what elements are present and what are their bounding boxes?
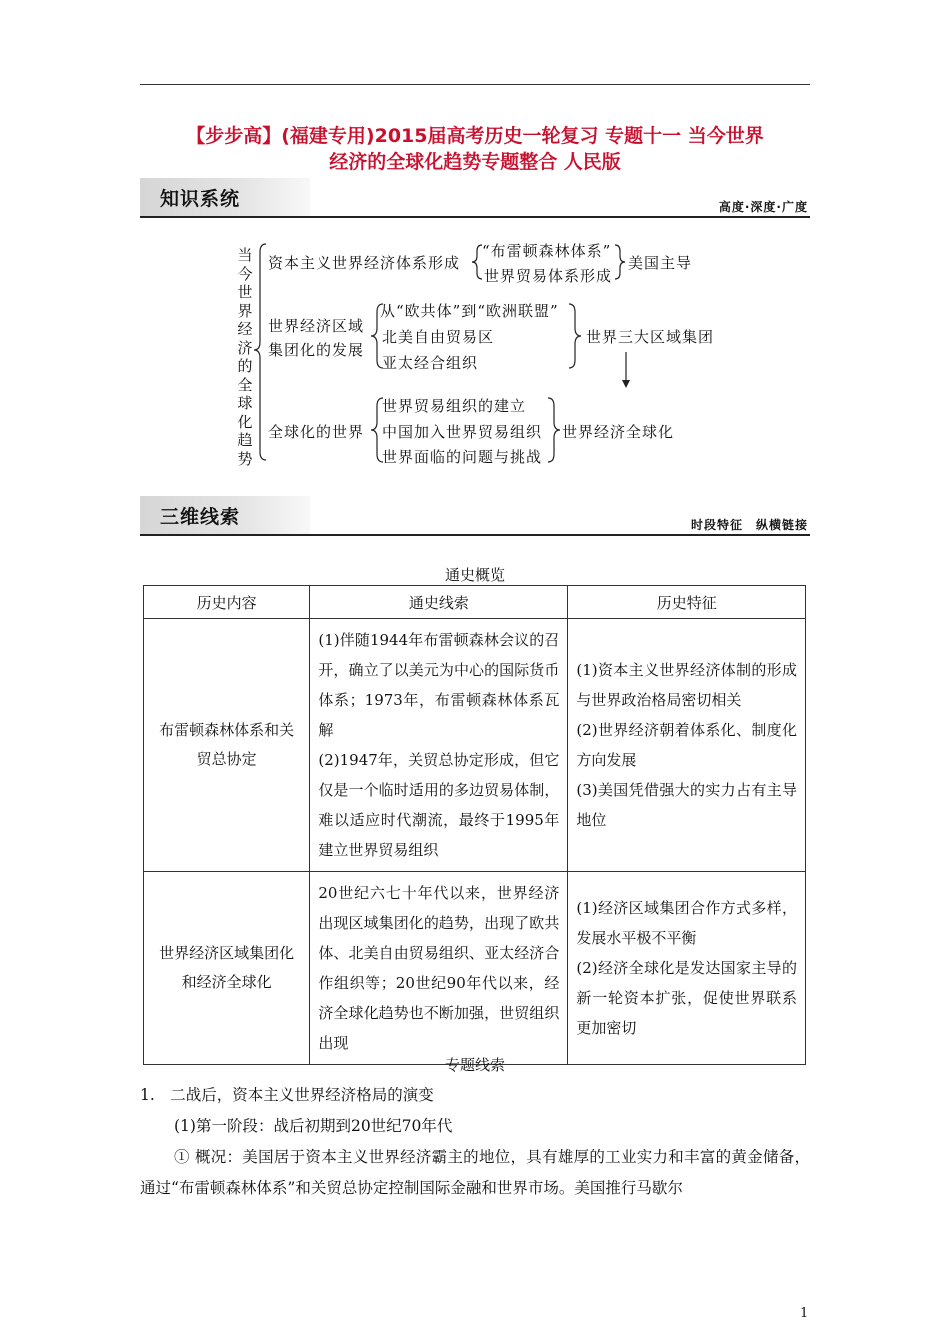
thread-caption: 专题线索 [444, 1056, 505, 1074]
root-brace [254, 244, 266, 460]
branch3-item: 中国加入世界贸易组织 [382, 423, 543, 441]
branch2-name-line1: 世界经济区域 [268, 317, 365, 335]
document-title [140, 123, 810, 175]
cell-feature: (1)经济区域集团合作方式多样，发展水平极不平衡 (2)经济全球化是发达国家主导的新一轮资本扩张，促使世界联系更加密切 [568, 872, 806, 1065]
knowledge-diagram [230, 238, 730, 468]
diagram-root: 当今世界经济的全球化趋势 [237, 246, 253, 468]
column-header: 历史特征 [568, 586, 806, 619]
section-label: 知识系统 [160, 188, 241, 210]
b1-brace-right [615, 245, 625, 279]
branch2-item: 亚太经合组织 [382, 354, 479, 372]
table-row [144, 872, 806, 1065]
column-header: 历史内容 [144, 586, 310, 619]
section-tab [140, 496, 310, 534]
branch3-result: 世界经济全球化 [562, 423, 675, 441]
thread-item: 1. 二战后，资本主义世界经济格局的演变 [140, 1086, 434, 1104]
section-knowledge-system [140, 178, 810, 218]
b1-brace [472, 245, 482, 279]
header-rule [140, 84, 810, 85]
overview-caption: 通史概览 [444, 566, 505, 584]
branch3-item: 世界面临的问题与挑战 [382, 448, 543, 466]
table-header-row [144, 586, 806, 619]
column-header: 通史线索 [310, 586, 568, 619]
section-label: 三维线索 [160, 506, 241, 528]
section-three-dimensional [140, 496, 810, 536]
section-tag: 时段特征 纵横链接 [690, 518, 808, 532]
overview-table [143, 585, 806, 1065]
title-line-2: 经济的全球化趋势专题整合 人民版 [329, 151, 621, 173]
section-tab [140, 178, 310, 216]
down-arrow-head [622, 380, 630, 388]
page-number: 1 [800, 1306, 809, 1321]
b3-brace-right [548, 398, 560, 462]
cell-clue: 20世纪六七十年代以来，世界经济出现区域集团化的趋势，出现了欧共体、北美自由贸易组织、亚太经济合作组织等；20世纪90年代以来，经济全球化趋势也不断加强，世贸组织出现 [310, 872, 568, 1065]
branch2-name-line2: 集团化的发展 [268, 341, 365, 359]
section-rule [140, 534, 810, 536]
thread-body [140, 1080, 810, 1204]
branch2-item: 从“欧共体”到“欧洲联盟” [380, 302, 559, 320]
b2-brace-right [569, 304, 581, 368]
thread-paragraph: ① 概况：美国居于资本主义世界经济霸主的地位，具有雄厚的工业实力和丰富的黄金储备，通过“布雷顿森林体系”和关贸总协定控制国际金融和世界市场。美国推行马歇尔 [140, 1148, 810, 1197]
cell-clue: (1)伴随1944年布雷顿森林会议的召开，确立了以美元为中心的国际货币体系；1973年，布雷顿森林体系瓦解 (2)1947年，关贸总协定形成，但它仅是一个临时适用的多边贸易体制，难以适应时代潮流，最终于1995年建立世界贸易组织 [310, 619, 568, 872]
thread-subitem: (1)第一阶段：战后初期到20世纪70年代 [174, 1117, 453, 1135]
title-line-1: 【步步高】(福建专用)2015届高考历史一轮复习 专题十一 当今世界 [186, 125, 764, 147]
branch1-item: “布雷顿森林体系” [482, 242, 612, 260]
cell-feature: (1)资本主义世界经济体制的形成与世界政治格局密切相关 (2)世界经济朝着体系化、制度化方向发展 (3)美国凭借强大的实力占有主导地位 [568, 619, 806, 872]
branch1-item: 世界贸易体系形成 [484, 267, 613, 285]
section-tag: 高度·深度·广度 [718, 200, 808, 214]
table-row [144, 619, 806, 872]
branch2-item: 北美自由贸易区 [382, 328, 495, 346]
section-rule [140, 216, 810, 218]
cell-content: 世界经济区域集团化和经济全球化 [144, 872, 310, 1065]
branch1-name: 资本主义世界经济体系形成 [268, 254, 461, 272]
cell-content: 布雷顿森林体系和关贸总协定 [144, 619, 310, 872]
branch3-item: 世界贸易组织的建立 [382, 397, 527, 415]
branch3-name: 全球化的世界 [268, 423, 365, 441]
branch2-result: 世界三大区域集团 [586, 328, 715, 346]
branch1-result: 美国主导 [628, 254, 693, 272]
